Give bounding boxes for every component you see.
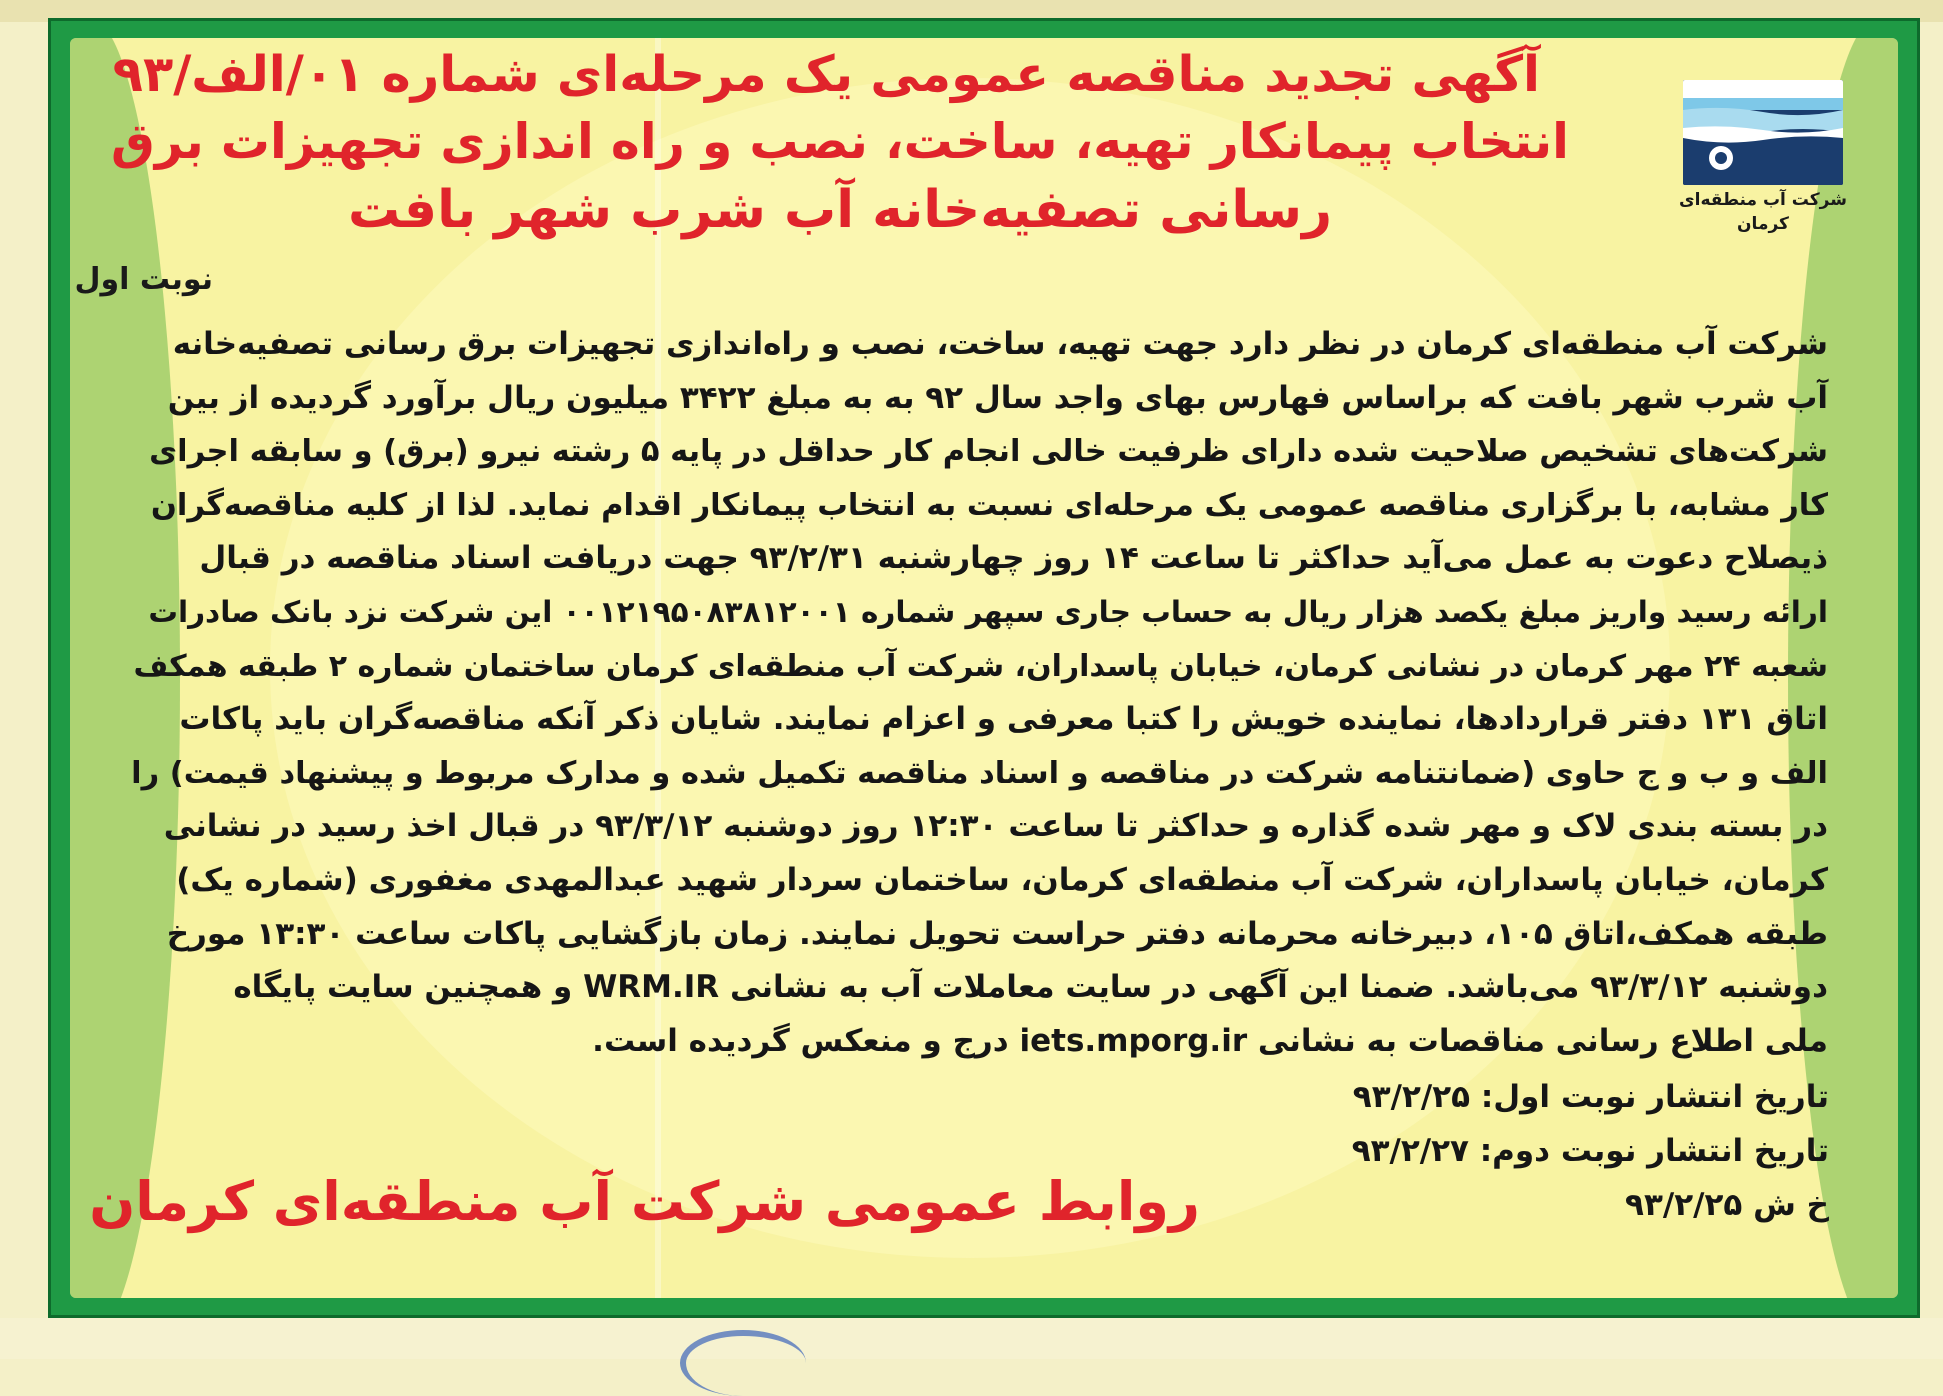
water-logo-icon: [1683, 80, 1843, 185]
public-relations-signature: روابط عمومی شرکت آب منطقه‌ای کرمان: [89, 1170, 1200, 1233]
body-line: ذیصلاح دعوت به عمل می‌آید حداکثر تا ساعت ۱۴ روز چهارشنبه ۹۳/۲/۳۱ جهت دریافت اسناد مناقصه در قبال: [199, 540, 1828, 577]
title-line-2: انتخاب پیمانکار تهیه، ساخت، نصب و راه اندازی تجهیزات برق: [111, 113, 1569, 170]
publication-round: نوبت اول: [74, 262, 213, 297]
second-publication-date: تاریخ انتشار نوبت دوم: ۹۳/۲/۲۷: [1351, 1133, 1829, 1169]
body-line: الف و ب و ج حاوی (ضمانتنامه شرکت در مناقصه و اسناد مناقصه تکمیل شده و مدارک مربوط و پیشنهاد قیمت) را: [131, 755, 1828, 791]
body-line: کار مشابه، با برگزاری مناقصه عمومی یک مرحله‌ای نسبت به انتخاب پیمانکار اقدام نماید. لذا از کلیه مناقصه‌گران: [150, 487, 1828, 523]
reference-code: خ ش ۹۳/۲/۲۵: [1625, 1187, 1829, 1223]
body-line: دوشنبه ۹۳/۳/۱۲ می‌باشد. ضمنا این آگهی در سایت معاملات آب به نشانی WRM.IR و همچنین سایت پایگاه: [233, 969, 1828, 1006]
body-line: طبقه همکف،اتاق ۱۰۵، دبیرخانه محرمانه دفتر حراست تحویل نمایند. زمان بازگشایی پاکات ساعت ۱۳:۳۰ مورخ: [166, 915, 1828, 952]
body-line: کرمان، خیابان پاسداران، شرکت آب منطقه‌ای کرمان، ساختمان سردار شهید عبدالمهدی مغفوری (شماره یک): [176, 861, 1828, 898]
first-publication-date: تاریخ انتشار نوبت اول: ۹۳/۲/۲۵: [1352, 1079, 1829, 1115]
notice-body: [128, 318, 1828, 1068]
body-line: اتاق ۱۳۱ دفتر قراردادها، نماینده خویش را کتبا معرفی و اعزام نمایند. شایان ذکر آنکه مناقصه‌گران باید پاکات: [179, 701, 1828, 738]
newspaper-bottom-edge: [0, 1318, 1943, 1359]
company-logo: [1679, 80, 1847, 234]
body-line: در بسته بندی لاک و مهر شده گذاره و حداکثر تا ساعت ۱۲:۳۰ روز دوشنبه ۹۳/۳/۱۲ در قبال اخذ رسید در نشانی: [163, 808, 1828, 845]
logo-caption: شرکت آب منطقه‌ای کرمان: [1679, 190, 1847, 234]
body-line: شرکت آب منطقه‌ای کرمان در نظر دارد جهت تهیه، ساخت، نصب و راه‌اندازی تجهیزات برق رسانی تصفیه‌خانه: [172, 326, 1828, 362]
publication-dates: [1129, 1070, 1829, 1232]
body-line: ملی اطلاع رسانی مناقصات به نشانی iets.mporg.ir درج و منعکس گردیده است.: [592, 1022, 1828, 1059]
title-line-3: رسانی تصفیه‌خانه آب شرب شهر بافت: [347, 180, 1333, 240]
notice-title: [110, 40, 1570, 244]
body-line: شرکت‌های تشخیص صلاحیت شده دارای ظرفیت خالی انجام کار حداقل در پایه ۵ رشته نیرو (برق) و سابقه اجرای: [149, 434, 1828, 470]
body-line: شعبه ۲۴ مهر کرمان در نشانی کرمان، خیابان پاسداران، شرکت آب منطقه‌ای کرمان ساختمان شماره ۲ طبقه همکف: [133, 648, 1828, 684]
body-line: ارائه رسید واریز مبلغ یکصد هزار ریال به حساب جاری سپهر شماره ۰۰۱۲۱۹۵۰۸۳۸۱۲۰۰۱ این شرکت نزد بانک صادرات: [148, 594, 1828, 629]
body-line: آب شرب شهر بافت که براساس فهارس بهای واجد سال ۹۲ به به مبلغ ۳۴۲۲ میلیون ریال برآورد گردیده از بین: [167, 379, 1828, 416]
partial-blue-mark: [680, 1330, 806, 1396]
title-line-1: آگهی تجدید مناقصه عمومی یک مرحله‌ای شماره ۰۱/الف/۹۳: [112, 45, 1540, 103]
